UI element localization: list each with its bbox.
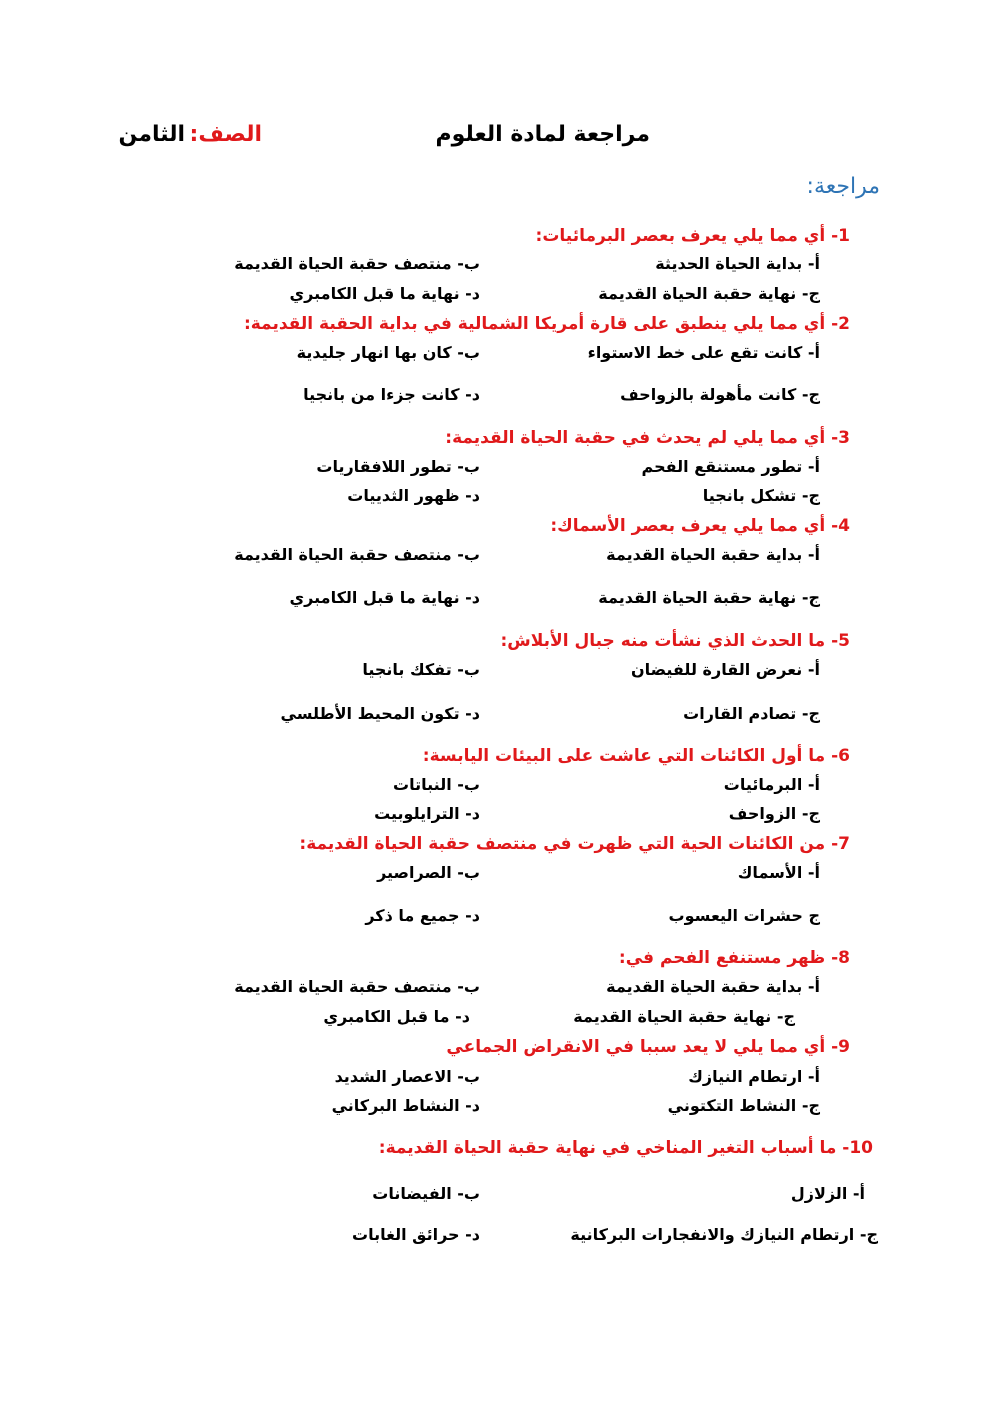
question-text: 3- أي مما يلي لم يحدث في حقبة الحياة القديمة: bbox=[445, 428, 850, 448]
option-b: ب- تفكك بانجيا bbox=[362, 660, 480, 679]
option-d: د- نهاية ما قبل الكامبري bbox=[289, 588, 480, 607]
option-b: ب- الفيضانات bbox=[372, 1184, 480, 1203]
option-b: ب- منتصف حقبة الحياة القديمة bbox=[234, 977, 480, 996]
option-a: أ- بداية حقبة الحياة القديمة bbox=[606, 545, 820, 564]
option-d: د- الترايلوبيت bbox=[374, 804, 480, 823]
option-d: د- كانت جزءا من بانجيا bbox=[303, 385, 480, 404]
option-d: د- جميع ما ذكر bbox=[365, 906, 480, 925]
option-b: ب- تطور اللافقاريات bbox=[316, 457, 480, 476]
option-a: أ- كانت تقع على خط الاستواء bbox=[587, 343, 820, 362]
question-text: 1- أي مما يلي يعرف بعصر البرمائيات: bbox=[535, 226, 850, 246]
option-d: د- نهاية ما قبل الكامبري bbox=[289, 284, 480, 303]
question-text: 8- ظهر مستنفع الفحم في: bbox=[618, 948, 850, 968]
option-c: ج- تصادم القارات bbox=[683, 704, 820, 723]
question-text: 7- من الكائنات الحية التي ظهرت في منتصف حقبة الحياة القديمة: bbox=[299, 834, 850, 854]
question-text: 5- ما الحدث الذي نشأت منه جبال الأبلاش: bbox=[500, 631, 850, 651]
option-b: ب- الصراصير bbox=[377, 863, 480, 882]
option-d: د- حرائق الغابات bbox=[351, 1225, 480, 1244]
grade-label: الصف: bbox=[189, 122, 262, 147]
option-c: ج- النشاط التكتوني bbox=[667, 1096, 820, 1115]
grade-value: الثامن bbox=[118, 122, 185, 147]
option-a: أ- نعرض القارة للفيضان bbox=[630, 660, 820, 679]
option-c: ج- كانت مأهولة بالزواحف bbox=[620, 385, 820, 404]
option-d: د- تكون المحيط الأطلسي bbox=[280, 704, 480, 723]
option-b: ب- منتصف حقبة الحياة القديمة bbox=[234, 254, 480, 273]
option-a: أ- الزلازل bbox=[790, 1184, 865, 1203]
option-c: ج- تشكل بانجيا bbox=[702, 486, 820, 505]
option-a: أ- تطور مستنقع الفحم bbox=[641, 457, 820, 476]
option-c: ج- الزواحف bbox=[728, 804, 820, 823]
option-c: ج- نهاية حقبة الحياة القديمة bbox=[598, 588, 820, 607]
option-a: أ- بداية الحياة الحديثة bbox=[655, 254, 820, 273]
question-text: 2- أي مما يلي ينطبق على قارة أمريكا الشمالية في بداية الحقبة القديمة: bbox=[243, 314, 850, 334]
question-text: 6- ما أول الكائنات التي عاشت على البيئات اليابسة: bbox=[422, 746, 850, 766]
option-c: ج حشرات اليعسوب bbox=[668, 906, 820, 925]
option-c: ج- نهاية حقبة الحياة القديمة bbox=[573, 1007, 795, 1026]
question-text: 10- ما أسباب التغير المناخي في نهاية حقبة الحياة القديمة: bbox=[378, 1138, 873, 1158]
option-b: ب- الاعصار الشديد bbox=[334, 1067, 480, 1086]
option-d: د- ما قبل الكامبري bbox=[323, 1007, 470, 1026]
option-d: د- ظهور الثدييات bbox=[347, 486, 480, 505]
option-b: ب- النباتات bbox=[393, 775, 480, 794]
page-title: مراجعة لمادة العلوم bbox=[435, 122, 650, 147]
option-a: أ- البرمائيات bbox=[723, 775, 820, 794]
option-c: ج- نهاية حقبة الحياة القديمة bbox=[598, 284, 820, 303]
option-b: ب- كان بها انهار جليدية bbox=[296, 343, 480, 362]
option-a: أ- ارتطام النيازك bbox=[688, 1067, 820, 1086]
question-text: 4- أي مما يلي يعرف بعصر الأسماك: bbox=[550, 516, 850, 536]
option-a: أ- الأسماك bbox=[737, 863, 820, 882]
question-text: 9- أي مما يلي لا يعد سببا في الانقراض الجماعي bbox=[446, 1037, 850, 1057]
section-heading: مراجعة: bbox=[806, 174, 880, 199]
option-a: أ- بداية حقبة الحياة القديمة bbox=[606, 977, 820, 996]
option-c: ج- ارتطام النيازك والانفجارات البركانية bbox=[570, 1225, 878, 1244]
option-b: ب- منتصف حقبة الحياة القديمة bbox=[234, 545, 480, 564]
option-d: د- النشاط البركاني bbox=[331, 1096, 480, 1115]
